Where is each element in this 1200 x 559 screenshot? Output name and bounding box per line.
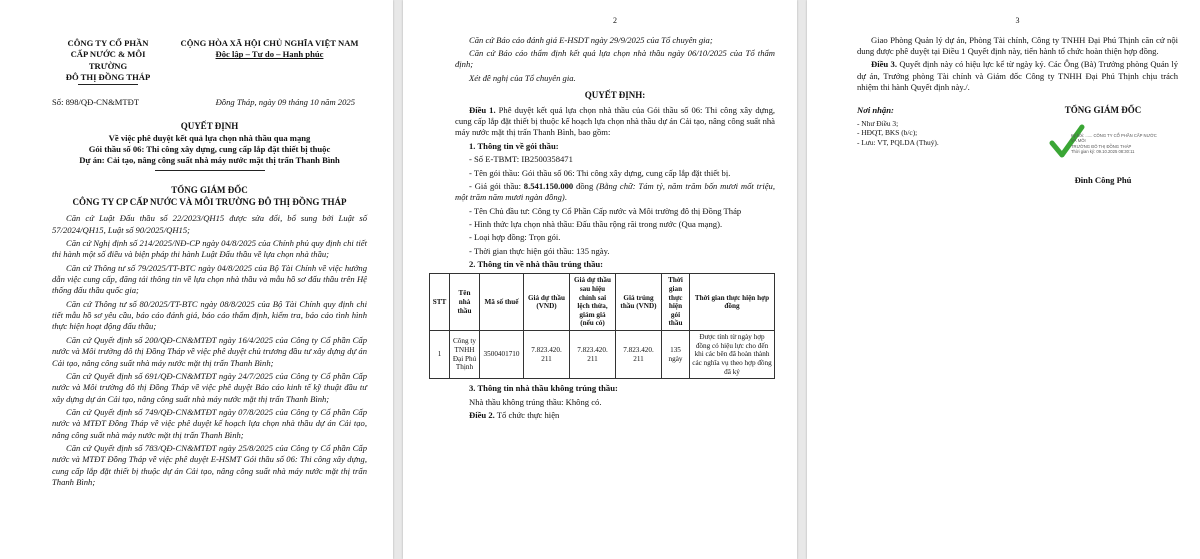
article-3-label: Điều 3.: [871, 59, 898, 70]
price-suffix: đồng: [573, 180, 597, 191]
price-words: (Bằng chữ: Tám tỷ, năm trăm bốn mươi mốt triệu, một trăm năm mươi ngàn đồng): [455, 180, 776, 203]
price-prefix: - Giá gói thầu:: [469, 180, 524, 191]
cell-package-duration: 135 ngày: [662, 331, 690, 379]
page-3: [807, 0, 1200, 559]
page-number: 2: [613, 16, 617, 25]
org-name-line-1: CÔNG TY CỔ PHẦN: [67, 38, 149, 48]
cell-winning-price: 7.823.420. 211: [616, 331, 662, 379]
basis: Căn cứ Báo cáo thẩm định kết quả lựa chọn nhà thầu ngày 06/10/2025 của Tổ thẩm định;: [455, 47, 775, 70]
recipient-item: - Lưu: VT, PQLDA (Thuỷ).: [857, 138, 939, 148]
winner-table: [429, 273, 775, 379]
authority-title: TỔNG GIÁM ĐỐC: [171, 184, 248, 195]
table-header-row: [430, 274, 775, 331]
cell-contract-duration: Được tính từ ngày hợp đồng có hiệu lực cho đến khi các bên đã hoàn thành các nghĩa vụ theo hợp đồng đã ký: [690, 331, 775, 379]
stamp-text: [1071, 133, 1163, 154]
doc-number: Số: 898/QĐ-CN&MTĐT: [52, 97, 140, 108]
legal-basis: Căn cứ Thông tư số 79/2025/TT-BTC ngày 04/8/2025 của Bộ Tài Chính về việc hướng dẫn việc cung cấp, đăng tải thông tin về lựa chọn nhà thầu và mẫu hồ sơ đấu thầu trên Hệ thống đấu thầu quốc gia;: [52, 262, 367, 296]
subject-line-3: Dự án: Cải tạo, nâng công suất nhà máy nước mặt thị trấn Thanh Bình: [79, 155, 340, 166]
org-name-line-2: CẤP NƯỚC & MÔI TRƯỜNG: [70, 49, 146, 71]
investor: - Tên Chủ đầu tư: Công ty Cổ Phần Cấp nước và Môi trường đô thị Đồng Tháp: [469, 205, 742, 216]
basis: Căn cứ Báo cáo đánh giá E-HSDT ngày 29/9/2025 của Tổ chuyên gia;: [469, 34, 713, 45]
col-winning-price: Giá trúng thầu (VND): [616, 274, 662, 331]
legal-basis: Căn cứ Luật Đấu thầu số 22/2023/QH15 được sửa đổi, bổ sung bởi Luật số 57/2024/QH15, Luật số 90/2025/QH15;: [52, 213, 367, 235]
section-2-title: 2. Thông tin về nhà thầu trúng thầu:: [469, 258, 604, 269]
stamp-line: Ký bởi: ...... CÔNG TY CỔ PHẦN CẤP NƯỚC VÀ MÔI: [1071, 133, 1157, 144]
cell-bid-price: 7.823.420. 211: [524, 331, 570, 379]
page-number: 3: [1015, 16, 1020, 25]
recipient-item: - HĐQT, BKS (b/c);: [857, 128, 918, 138]
col-contract-duration: Thời gian thực hiện hợp đồng: [690, 274, 775, 331]
price-value: 8.541.150.000: [523, 180, 574, 191]
nation-title: CỘNG HÒA XÃ HỘI CHỦ NGHĨA VIỆT NAM: [180, 38, 359, 48]
article-2-text: Tổ chức thực hiện: [496, 410, 560, 420]
cell-contractor: Công ty TNHH Đại Phú Thịnh: [450, 331, 480, 379]
org-name-line-3: ĐÔ THỊ ĐỒNG THÁP: [65, 72, 151, 83]
digital-signature-stamp: [1043, 123, 1163, 169]
selection-form: - Hình thức lựa chọn nhà thầu: Đấu thầu rộng rãi trong nước (Qua mạng).: [469, 218, 723, 229]
col-adjusted-price: Giá dự thầu sau hiệu chỉnh sai lệch thừa, giảm giá (nếu có): [570, 274, 616, 331]
col-bid-price: Giá dự thầu (VND): [524, 274, 570, 331]
cell-tax-code: 3500401710: [480, 331, 524, 379]
section-1-title: 1. Thông tin về gói thầu:: [469, 140, 559, 151]
recipients-title: Nơi nhận:: [857, 105, 894, 116]
col-contractor: Tên nhà thầu: [450, 274, 480, 331]
recipient-item: - Như Điều 3;: [857, 118, 899, 128]
legal-basis: Căn cứ Thông tư số 80/2025/TT-BTC ngày 08/8/2025 của Bộ Tài Chính quy định chi tiết mẫu hồ sơ yêu cầu, báo cáo đánh giá, báo cáo thẩm định, kiểm tra, báo cáo tình hình thực hiện hoạt động đấu thầu;: [52, 298, 367, 332]
authority-org: CÔNG TY CP CẤP NƯỚC VÀ MÔI TRƯỜNG ĐÔ THỊ ĐỒNG THÁP: [72, 196, 347, 207]
col-tax-code: Mã số thuế: [480, 274, 524, 331]
implementation-paragraph: Giao Phòng Quản lý dự án, Phòng Tài chính, Công ty TNHH Đại Phú Thịnh căn cứ nội dung được phê duyệt tại Điều 1 Quyết định này, tiến hành tổ chức hoàn thiện hợp đồng.: [857, 34, 1178, 56]
legal-basis: Căn cứ Quyết định số 749/QĐ-CN&MTĐT ngày 07/8/2025 của Công ty Cổ phần Cấp nước và MTĐT Đồng Tháp về việc phê duyệt kế hoạch lựa chọn nhà thầu dự án Cải tạo, nâng công suất nhà máy nước mặt thị trấn Thanh Bình;: [52, 406, 367, 440]
legal-basis: Căn cứ Quyết định số 783/QĐ-CN&MTĐT ngày 25/8/2025 của Công ty Cổ phần Cấp nước và MTĐT Đồng Tháp về việc phê duyệt E-HSMT Gói thầu số 06: Thi công xây dựng, cung cấp lắp đặt thiết bị thuộc dự án Cải tạo, nâng công suất nhà máy nước mặt thị trấn Thanh Bình;: [52, 442, 367, 487]
article-3-text: Quyết định này có hiệu lực kể từ ngày ký. Các Ông (Bà) Trưởng phòng Quản lý dự án, Trưởng phòng Tài chính và Giám đốc Công ty TNHH Đại Phú Thịnh chịu trách nhiệm thi hành Quyết định này./.: [857, 59, 1179, 92]
recipients-block: [857, 105, 1007, 186]
nation-block: [172, 38, 367, 85]
page-2: [403, 0, 797, 559]
organization-block: [52, 38, 164, 85]
stamp-line: TRƯỜNG ĐÔ THỊ ĐỒNG THÁP: [1071, 143, 1132, 149]
contract-type: - Loại hợp đồng: Trọn gói.: [469, 232, 561, 243]
article-1-label: Điều 1.: [469, 104, 496, 115]
divider: [78, 84, 138, 85]
package-price: [455, 181, 775, 204]
section-3-title: 3. Thông tin nhà thầu không trúng thầu:: [469, 383, 618, 394]
signature-section: [857, 105, 1178, 186]
number-date-row: [52, 97, 367, 108]
signer-title: TỔNG GIÁM ĐỐC: [1064, 105, 1142, 116]
legal-basis: Căn cứ Nghị định số 214/2025/NĐ-CP ngày 04/8/2025 của Chính phủ quy định chi tiết thi hành một số điều và biện pháp thi hành Luật Đấu thầu về lựa chọn nhà thầu;: [52, 238, 367, 260]
losers: Nhà thầu không trúng thầu: Không có.: [469, 396, 602, 407]
subject-line-1: Về việc phê duyệt kết quả lựa chọn nhà thầu qua mạng: [108, 132, 311, 143]
article-1: [455, 105, 775, 139]
motto: Độc lập – Tự do – Hạnh phúc: [215, 49, 324, 60]
package-name: - Tên gói thầu: Gói thầu số 06: Thi công xây dựng, cung cấp lắp đặt thiết bị.: [469, 167, 731, 178]
signer-block: [1028, 105, 1178, 186]
cell-adjusted-price: 7.823.420. 211: [570, 331, 616, 379]
decides-heading: QUYẾT ĐỊNH:: [584, 89, 646, 100]
article-2: [455, 410, 775, 421]
col-package-duration: Thời gian thực hiện gói thầu: [662, 274, 690, 331]
stamp-line: Thời gian ký: 09.10.2025 08:30:11: [1071, 148, 1135, 154]
cell-stt: 1: [430, 331, 450, 379]
legal-basis: Căn cứ Quyết định số 200/QĐ-CN&MTĐT ngày 16/4/2025 của Công ty Cổ phần Cấp nước và Môi trường đô thị Đồng Tháp về việc phê duyệt chủ trương đầu tư xây dựng dự án Cải tạo, nâng công suất nhà máy nước mặt thị trấn Thanh Bình;: [52, 334, 367, 368]
document-header: [52, 38, 367, 85]
legal-basis: Căn cứ Quyết định số 691/QĐ-CN&MTĐT ngày 24/7/2025 của Công ty Cổ phần Cấp nước và Môi trường đô thị Đồng Tháp về việc phê duyệt Báo cáo kinh tế kỹ thuật đầu tư xây dựng dự án Cải tạo, nâng công suất nhà máy nước mặt thị trấn Thanh Bình;: [52, 370, 367, 404]
article-2-label: Điều 2.: [469, 410, 495, 420]
divider: [155, 170, 265, 171]
signer-name: Đinh Công Phú: [1074, 175, 1132, 186]
table-row: [430, 331, 775, 379]
subject-line-2: Gói thầu số 06: Thi công xây dựng, cung cấp lắp đặt thiết bị thuộc: [88, 143, 331, 154]
col-stt: STT: [430, 274, 450, 331]
place-date: Đồng Tháp, ngày 09 tháng 10 năm 2025: [215, 97, 355, 108]
duration: - Thời gian thực hiện gói thầu: 135 ngày.: [469, 245, 610, 256]
basis: Xét đề nghị của Tổ chuyên gia.: [469, 72, 576, 83]
article-3: [857, 59, 1178, 93]
decision-title: QUYẾT ĐỊNH: [180, 120, 239, 131]
article-1-text: Phê duyệt kết quả lựa chọn nhà thầu của Gói thầu số 06: Thi công xây dựng, cung cấp lắp đặt thiết bị thuộc kế hoạch lựa chọn nhà thầu dự án Cải tạo, nâng công suất nhà máy nước mặt thị trấn Thanh Bình, bao gồm:: [455, 104, 776, 138]
price-end: .: [564, 192, 567, 203]
page-1: [0, 0, 393, 559]
e-tbmt: - Số E-TBMT: IB2500358471: [469, 154, 573, 165]
